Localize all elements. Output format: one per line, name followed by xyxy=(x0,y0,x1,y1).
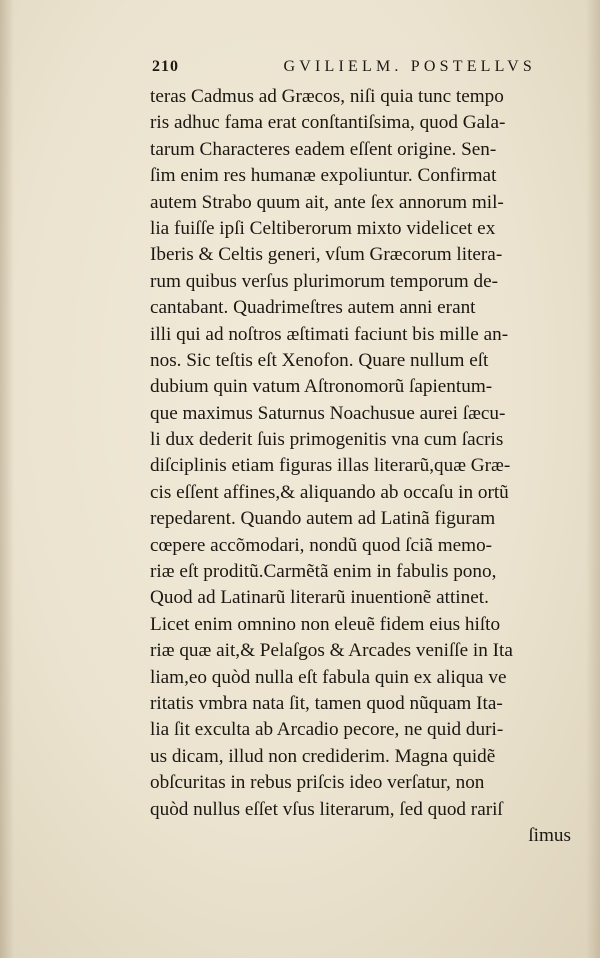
body-text xyxy=(150,84,578,849)
text-line: repedarent. Quando autem ad Latinã figuram xyxy=(150,508,496,530)
text-line: Iberis & Celtis generi, vſum Græcorum litera- xyxy=(150,244,503,266)
page-gutter-shadow xyxy=(0,0,14,958)
text-line: Quod ad Latinarũ literarũ inuentionẽ attinet. xyxy=(150,587,489,609)
text-line: autem Strabo quum ait, ante ſex annorum mil- xyxy=(150,191,504,213)
text-line: quòd nullus eſſet vſus literarum, ſed quod rariſ xyxy=(150,798,503,820)
text-line: teras Cadmus ad Græcos, niſi quia tunc tempo xyxy=(150,86,504,107)
text-line: Licet enim omnino non eleuẽ fidem eius hiſto xyxy=(150,613,501,635)
text-line: diſciplinis etiam figuras illas literarũ,quæ Græ- xyxy=(150,455,511,477)
text-line: que maximus Saturnus Noachusue aurei ſæcu- xyxy=(150,402,506,424)
text-line: dubium quin vatum Aſtronomorũ ſapientum- xyxy=(150,376,493,398)
text-line: cœpere accõmodari, nondũ quod ſciã memo- xyxy=(150,534,493,556)
text-line: liam,eo quòd nulla eſt fabula quin ex aliqua ve xyxy=(150,666,507,688)
text-line: nos. Sic teſtis eſt Xenofon. Quare nullum eſt xyxy=(150,349,489,371)
page-number: 210 xyxy=(152,58,179,75)
text-line: us dicam, illud non crediderim. Magna quidẽ xyxy=(150,745,496,767)
text-line: tarum Characteres eadem eſſent origine. Sen- xyxy=(150,138,497,160)
running-title: GVILIELM. POSTELLVS xyxy=(283,58,536,75)
text-line: rum quibus verſus plurimorum temporum de- xyxy=(150,270,498,292)
text-line: cantabant. Quadrimeſtres autem anni erant xyxy=(150,297,476,319)
text-line: obſcuritas in rebus priſcis ideo verſatur, non xyxy=(150,772,485,794)
text-line: ſim enim res humanæ expoliuntur. Confirmat xyxy=(150,165,497,187)
text-line: li dux dederit ſuis primogenitis vna cum ſacris xyxy=(150,429,504,451)
text-line: lia ſit exculta ab Arcadio pecore, ne quid duri- xyxy=(150,719,504,741)
text-line: ris adhuc fama erat conſtantiſsima, quod Gala- xyxy=(150,112,506,134)
text-line: cis eſſent affines,& aliquando ab occaſu in ortũ xyxy=(150,481,509,503)
text-line: illi qui ad noſtros æſtimati faciunt bis mille an- xyxy=(150,323,509,345)
text-line: lia fuiſſe ipſi Celtiberorum mixto videlicet ex xyxy=(150,217,496,239)
text-line: riæ eſt proditũ.Carmẽtã enim in fabulis pono, xyxy=(150,561,497,583)
page-edge-shadow xyxy=(586,0,600,958)
text-line: riæ quæ ait,& Pelaſgos & Arcades veniſſe in Ita xyxy=(150,640,513,662)
catchword: ſimus xyxy=(528,824,571,846)
text-line: ritatis vmbra nata ſit, tamen quod nũquam Ita- xyxy=(150,692,503,714)
running-head xyxy=(152,58,536,80)
